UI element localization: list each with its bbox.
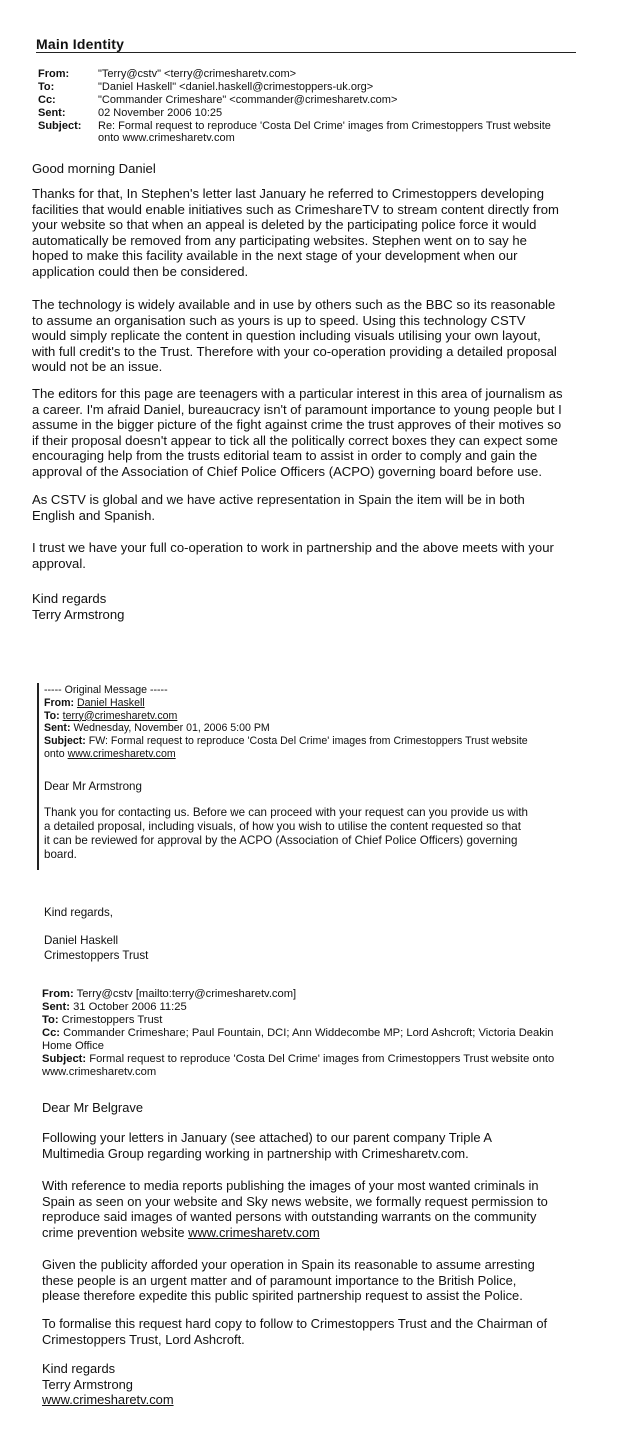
fwd-sign-name: Terry Armstrong: [42, 1376, 133, 1392]
orig-body: [44, 806, 604, 862]
fwd-p4-line: To formalise this request hard copy to follow to Crimestoppers Trust and the Chairman of: [42, 1316, 548, 1331]
identity-title: Main Identity: [36, 36, 125, 52]
reply-paragraph-2: [32, 297, 597, 375]
from-value: "Terry@cstv" <terry@crimesharetv.com>: [98, 68, 297, 80]
orig-subject-label: Subject:: [44, 735, 86, 748]
reply-p1-line: hoped to make this facility available in the next stage of your development when our: [32, 248, 518, 264]
reply-p3-line: encouraging help from the trusts editorial team to assist in order to comply and gain the: [32, 448, 538, 464]
forwarded-header: [42, 988, 612, 1079]
orig-body-line: it can be reviewed for approval by the ACPO (Association of Chief Police Officers) governing: [44, 834, 518, 847]
fwd-cc-value: Commander Crimeshare; Paul Fountain, DCI; Ann Widdecombe MP; Lord Ashcroft; Victoria Deakin: [63, 1027, 554, 1039]
reply-paragraph-4: [32, 492, 597, 523]
reply-p1-line: your website so that when an appeal is deleted by the participating police force it would: [32, 217, 537, 233]
fwd-p1-line: Following your letters in January (see attached) to our parent company Triple A: [42, 1130, 492, 1145]
reply-p1-line: Thanks for that, In Stephen's letter last January he referred to Crimestoppers developing: [32, 186, 544, 201]
from-label: From:: [38, 68, 70, 80]
fwd-cc-label: Cc:: [42, 1027, 61, 1039]
orig-sign-org: Crimestoppers Trust: [44, 949, 149, 962]
reply-sign-closing: Kind regards: [32, 591, 107, 606]
orig-sign-name: Daniel Haskell: [44, 934, 119, 947]
title-divider: [36, 52, 576, 53]
reply-p5-line: approval.: [32, 555, 86, 571]
reply-p4-line: As CSTV is global and we have active representation in Spain the item will be in both: [32, 492, 525, 507]
orig-sent-label: Sent:: [44, 722, 71, 735]
fwd-subject-label: Subject:: [42, 1053, 87, 1065]
fwd-to-value: Crimestoppers Trust: [61, 1014, 163, 1026]
to-value: "Daniel Haskell" <daniel.haskell@crimestoppers-uk.org>: [98, 81, 374, 93]
reply-p2-line: would not be an issue.: [32, 359, 163, 375]
fwd-paragraph-1: [42, 1130, 607, 1161]
cc-value: "Commander Crimeshare" <commander@crimesharetv.com>: [98, 94, 398, 106]
fwd-paragraph-3: [42, 1257, 607, 1304]
fwd-p4-line: Crimestoppers Trust, Lord Ashcroft.: [42, 1331, 245, 1347]
original-message-header: [44, 684, 604, 761]
reply-p2-line: to assume an organisation such as yours is up to speed. Using this technology CSTV: [32, 312, 526, 328]
fwd-p2-line: With reference to media reports publishing the images of your most wanted criminals in: [42, 1178, 539, 1193]
fwd-p3-line: please therefore expedite this public spirited partnership request to assist the Police.: [42, 1288, 523, 1304]
original-message-marker: ----- Original Message -----: [44, 684, 168, 696]
reply-p4-line: English and Spanish.: [32, 507, 156, 523]
fwd-signature: [42, 1361, 607, 1408]
orig-body-line: a detailed proposal, including visuals, of how you wish to utilise the content requested so that: [44, 820, 521, 833]
orig-from-link[interactable]: Daniel Haskell: [76, 696, 145, 709]
orig-to-label: To:: [44, 709, 60, 722]
reply-p2-line: with full credit's to the Trust. Therefore with your co-operation providing a detailed proposal: [32, 343, 557, 359]
reply-p3-line: if their proposal doesn't appear to tick all the politically correct boxes they can expect some: [32, 432, 558, 448]
reply-p5-line: I trust we have your full co-operation to work in partnership and the above meets with your: [32, 540, 554, 555]
fwd-from-label: From:: [42, 988, 74, 1000]
fwd-subject-value: Formal request to reproduce 'Costa Del Crime' images from Crimestoppers Trust website onto: [89, 1053, 555, 1065]
to-label: To:: [38, 81, 55, 93]
fwd-p1-line: Multimedia Group regarding working in partnership with Crimesharetv.com.: [42, 1145, 469, 1161]
fwd-p2-line: Spain as seen on your website and Sky news website, we formally request permission to: [42, 1193, 548, 1209]
reply-p3-line: a career. I'm afraid Daniel, bureaucracy isn't of paramount importance to young people but I: [32, 401, 562, 417]
subject-label: Subject:: [38, 120, 82, 132]
reply-paragraph-1: [32, 186, 597, 280]
sent-label: Sent:: [38, 107, 66, 119]
reply-greeting: Good morning Daniel: [32, 161, 156, 176]
reply-p2-line: would simply replicate the content in question including visuals utilising your own layout,: [32, 328, 541, 344]
reply-p3-line: approval of the Association of Chief Police Officers (ACPO) governing board before use.: [32, 463, 542, 479]
fwd-sent-label: Sent:: [42, 1001, 70, 1013]
fwd-p2-line: reproduce said images of wanted persons with outstanding warrants on the community: [42, 1209, 537, 1225]
fwd-sign-website-link[interactable]: www.crimesharetv.com: [42, 1392, 174, 1408]
fwd-p3-line: these people is an urgent matter and of paramount importance to the British Police,: [42, 1272, 517, 1288]
fwd-subject-line-2: www.crimesharetv.com: [42, 1066, 157, 1078]
orig-sign-closing: Kind regards,: [44, 906, 113, 919]
email-header: [38, 68, 617, 144]
reply-paragraph-5: [32, 540, 597, 571]
fwd-paragraph-2: [42, 1178, 607, 1240]
reply-p1-line: automatically be removed from any participating websites. Stephen went on to say he: [32, 232, 527, 248]
orig-sent-value: Wednesday, November 01, 2006 5:00 PM: [73, 722, 270, 735]
reply-p3-line: The editors for this page are teenagers with a particular interest in this area of journalism as: [32, 386, 563, 401]
fwd-greeting: Dear Mr Belgrave: [42, 1100, 144, 1115]
orig-greeting: Dear Mr Armstrong: [44, 780, 142, 793]
sent-value: 02 November 2006 10:25: [98, 107, 223, 119]
cc-label: Cc:: [38, 94, 56, 106]
subject-line-1: Re: Formal request to reproduce 'Costa Del Crime' images from Crimestoppers Trust website: [98, 120, 551, 132]
reply-p1-line: application could then be considered.: [32, 263, 249, 279]
fwd-p3-line: Given the publicity afforded your operation in Spain its reasonable to assume arresting: [42, 1257, 535, 1272]
orig-to-link[interactable]: terry@crimesharetv.com: [62, 709, 178, 722]
fwd-paragraph-4: [42, 1316, 607, 1347]
fwd-cc-line-2: Home Office: [42, 1040, 104, 1052]
orig-body-line: board.: [44, 848, 77, 861]
reply-p2-line: The technology is widely available and in use by others such as the BBC so its reasonable: [32, 297, 556, 312]
reply-p1-line: facilities that would enable initiatives such as CrimeshareTV to stream content directly from: [32, 201, 559, 217]
orig-from-label: From:: [44, 696, 75, 709]
subject-line-2: onto www.crimesharetv.com: [98, 132, 235, 144]
reply-paragraph-3: [32, 386, 597, 480]
fwd-website-link[interactable]: www.crimesharetv.com: [188, 1224, 320, 1240]
reply-p3-line: assume in the bigger picture of the fight against crime the trust approves of their motives so: [32, 417, 562, 433]
reply-sign-name: Terry Armstrong: [32, 606, 125, 622]
fwd-sign-closing: Kind regards: [42, 1361, 116, 1376]
orig-subject-line-1: FW: Formal request to reproduce 'Costa Del Crime' images from Crimestoppers Trust website: [88, 735, 528, 748]
orig-signature: [44, 933, 604, 963]
orig-subject-link[interactable]: www.crimesharetv.com: [67, 747, 176, 760]
orig-subject-line-2-prefix: onto: [44, 747, 68, 760]
fwd-to-label: To:: [42, 1014, 59, 1026]
reply-signature: [32, 591, 597, 622]
fwd-sent-value: 31 October 2006 11:25: [73, 1001, 187, 1013]
fwd-from-value: Terry@cstv [mailto:terry@crimesharetv.com]: [76, 988, 297, 1000]
fwd-p2-last-prefix: crime prevention website: [42, 1224, 189, 1240]
orig-body-line: Thank you for contacting us. Before we can proceed with your request can you provide us with: [44, 806, 528, 819]
